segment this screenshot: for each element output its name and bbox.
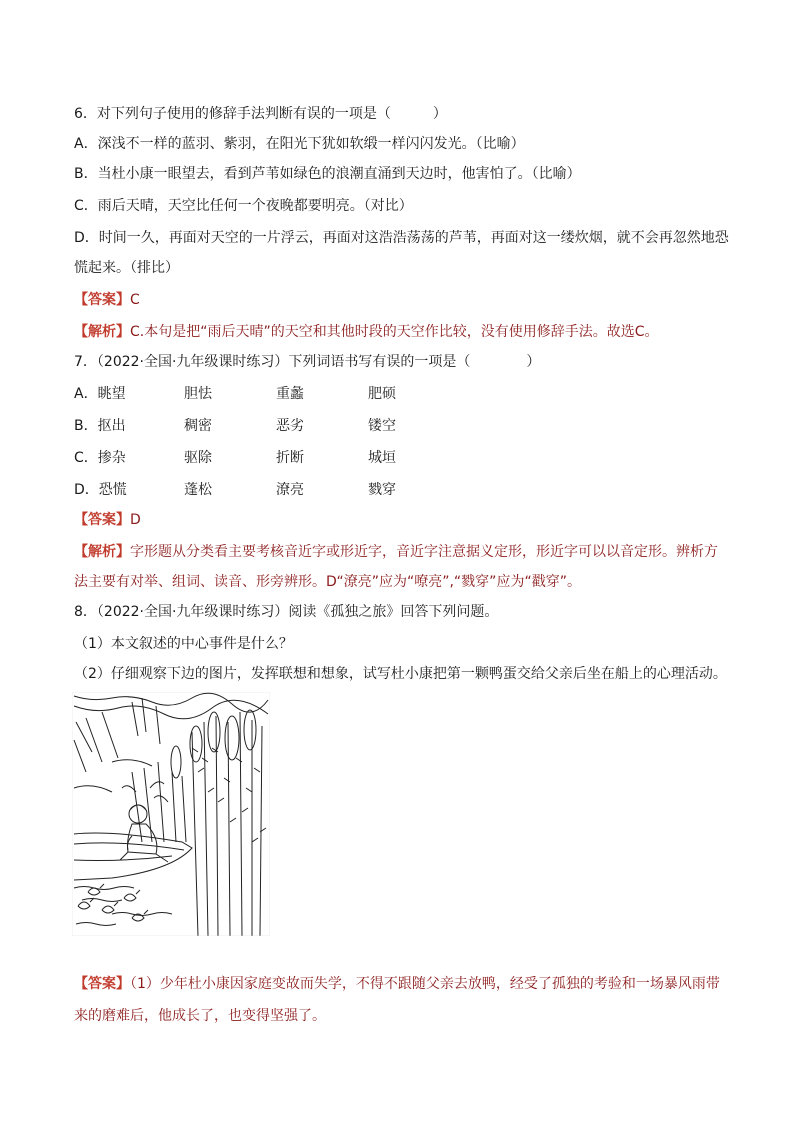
- q7-word: 城垣: [368, 450, 396, 466]
- q7-word: 镂空: [368, 418, 396, 434]
- q6-option-b: B．当杜小康一眼望去，看到芦苇如绿色的浪潮直涌到天边时，他害怕了。（比喻）: [74, 166, 581, 182]
- analysis-tag: 【解析】: [74, 544, 130, 560]
- boat-reeds-illustration: [72, 692, 270, 936]
- question-8-stem: 8．（2022·全国·九年级课时练习）阅读《孤独之旅》回答下列问题。: [74, 604, 499, 620]
- q7-analysis-line1: [74, 542, 754, 562]
- q6-analysis: [74, 322, 754, 342]
- answer-tag: 【答案】: [74, 512, 130, 528]
- q6-option-d-line1: D．时间一久，再面对天空的一片浮云，再面对这浩浩荡荡的芦苇，再面对这一缕炊烟，就不会再忽然地恐: [74, 230, 729, 246]
- q7-answer: [74, 510, 754, 530]
- q6-option-d-line2: 慌起来。（排比）: [74, 260, 179, 276]
- q7-analysis-line2: 法主要有对举、组词、读音、形旁辨形。D“潦亮”应为“嘹亮”,“戮穿”应为“戳穿”。: [74, 574, 581, 590]
- question-7-stem: 7．（2022·全国·九年级课时练习）下列词语书写有误的一项是（ ）: [74, 354, 541, 370]
- analysis-text: 字形题从分类看主要考核音近字或形近字，音近字注意据义定形，形近字可以以音定形。辨析方: [130, 544, 718, 560]
- q7-option-label: C．掺杂: [74, 450, 126, 466]
- answer-tag: 【答案】: [74, 292, 130, 308]
- q7-word: 折断: [276, 450, 304, 466]
- q6-option-a: A．深浅不一样的蓝羽、紫羽，在阳光下犹如软缎一样闪闪发光。（比喻）: [74, 136, 525, 152]
- q6-answer: [74, 290, 754, 310]
- q7-word: 戮穿: [368, 482, 396, 498]
- q7-word: 稠密: [184, 418, 212, 434]
- analysis-text: C.本句是把“雨后天晴”的天空和其他时段的天空作比较，没有使用修辞手法。故选C。: [130, 324, 659, 340]
- answer-value: C: [130, 292, 140, 308]
- q6-option-c: C．雨后天晴，天空比任何一个夜晚都要明亮。（对比）: [74, 198, 413, 214]
- q7-word: 胆怯: [184, 386, 212, 402]
- question-6-stem: 6．对下列句子使用的修辞手法判断有误的一项是（ ）: [74, 106, 447, 122]
- answer-tag: 【答案】: [74, 976, 130, 992]
- q8-answer-line2: 来的磨难后，他成长了，也变得坚强了。: [74, 1008, 326, 1024]
- q7-option-label: D．恐慌: [74, 482, 127, 498]
- q8-sub-question-1: （1）本文叙述的中心事件是什么？: [74, 636, 293, 652]
- q8-sub-question-2: （2）仔细观察下边的图片，发挥联想和想象，试写杜小康把第一颗鸭蛋交给父亲后坐在船上的心理活动。: [74, 666, 727, 682]
- q8-answer-line1: [74, 974, 754, 994]
- answer-text: （1）少年杜小康因家庭变故而失学，不得不跟随父亲去放鸭，经受了孤独的考验和一场暴风雨带: [130, 976, 720, 992]
- q7-option-label: A．眺望: [74, 386, 126, 402]
- q7-word: 蓬松: [184, 482, 212, 498]
- answer-value: D: [130, 512, 141, 528]
- q7-word: 肥硕: [368, 386, 396, 402]
- q7-word: 驱除: [184, 450, 212, 466]
- q7-option-label: B．抠出: [74, 418, 126, 434]
- q7-word: 潦亮: [276, 482, 304, 498]
- q7-word: 重蠡: [276, 386, 304, 402]
- q7-word: 恶劣: [276, 418, 304, 434]
- analysis-tag: 【解析】: [74, 324, 130, 340]
